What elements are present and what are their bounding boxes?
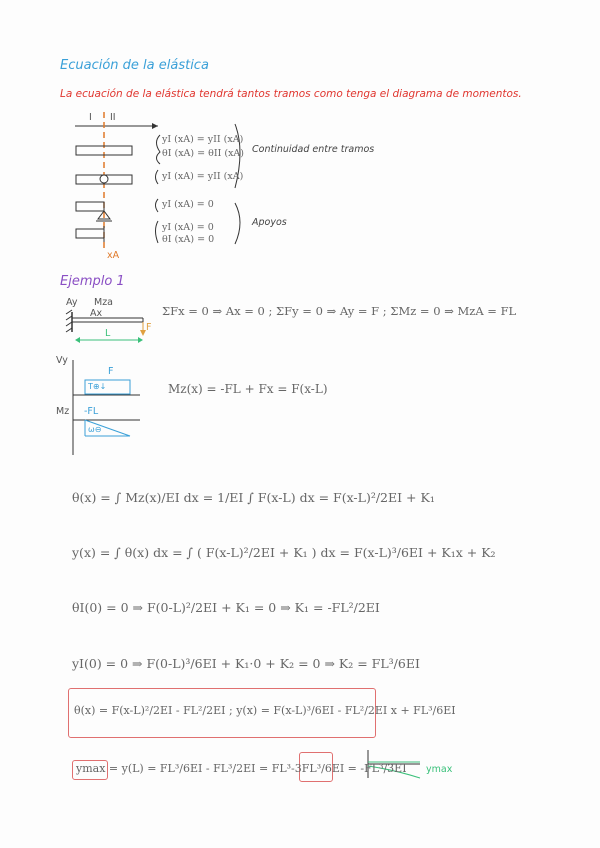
section-label-1: I: [89, 112, 92, 123]
intro-text: La ecuación de la elástica tendrá tantos tramos como tenga el diagrama de momentos.: [60, 88, 522, 100]
shear-value: F: [108, 366, 114, 377]
continuity-eq-3: yI (xA) = yII (xA): [162, 171, 244, 182]
continuity-eq-2: θI (xA) = θII (xA): [162, 148, 244, 159]
page-title: Ecuación de la elástica: [60, 58, 209, 73]
result-equations: θ(x) = F(x-L)²/2EI - FL²/2EI ; y(x) = F(x-L)³/6EI - FL²/2EI x + FL³/6EI: [74, 704, 456, 717]
support-eq-3: θI (xA) = 0: [162, 234, 215, 245]
section-label-2: II: [110, 112, 116, 123]
reaction-ax: Ax: [90, 308, 103, 319]
xa-label: xA: [107, 250, 120, 261]
support-label: Apoyos: [252, 217, 287, 228]
rotation-integral-eq: θ(x) = ∫ Mz(x)/EI dx = 1/EI ∫ F(x-L) dx = F(x-L)²/2EI + K₁: [72, 490, 435, 505]
boundary-k2-eq: yI(0) = 0 ⇒ F(0-L)³/6EI + K₁·0 + K₂ = 0 ⇒ K₂ = FL³/6EI: [72, 656, 420, 671]
length-label: L: [105, 328, 111, 339]
deflection-integral-eq: y(x) = ∫ θ(x) dx = ∫ ( F(x-L)²/2EI + K₁ ) dx = F(x-L)³/6EI + K₁x + K₂: [72, 545, 496, 560]
shear-axis-label: Vy: [56, 355, 68, 366]
moment-equation: Mz(x) = -FL + Fx = F(x-L): [168, 382, 328, 396]
ymax-equation: ymax = y(L) = FL³/6EI - FL³/2EI = FL³-3FL³/6EI = -FL³/3EI: [76, 762, 407, 775]
reaction-ay: Ay: [66, 297, 78, 308]
continuity-eq-1: yI (xA) = yII (xA): [162, 134, 244, 145]
moment-value: -FL: [84, 406, 99, 417]
support-eq-1: yI (xA) = 0: [162, 199, 214, 210]
shear-tag: T⊕↓: [88, 382, 107, 391]
moment-axis-label: Mz: [56, 406, 70, 417]
equilibrium-eq: ΣFx = 0 ⇒ Ax = 0 ; ΣFy = 0 ⇒ Ay = F ; ΣMz = 0 ⇒ MzA = FL: [162, 304, 517, 318]
support-eq-2: yI (xA) = 0: [162, 222, 214, 233]
continuity-label: Continuidad entre tramos: [252, 144, 375, 155]
reaction-mza: Mza: [94, 297, 114, 308]
force-label: F: [146, 322, 152, 333]
example-heading: Ejemplo 1: [60, 274, 125, 289]
ymax-tag: ymax: [426, 764, 453, 775]
moment-tag: ω⊖: [88, 425, 102, 434]
boundary-k1-eq: θI(0) = 0 ⇒ F(0-L)²/2EI + K₁ = 0 ⇒ K₁ = -FL²/2EI: [72, 600, 380, 615]
